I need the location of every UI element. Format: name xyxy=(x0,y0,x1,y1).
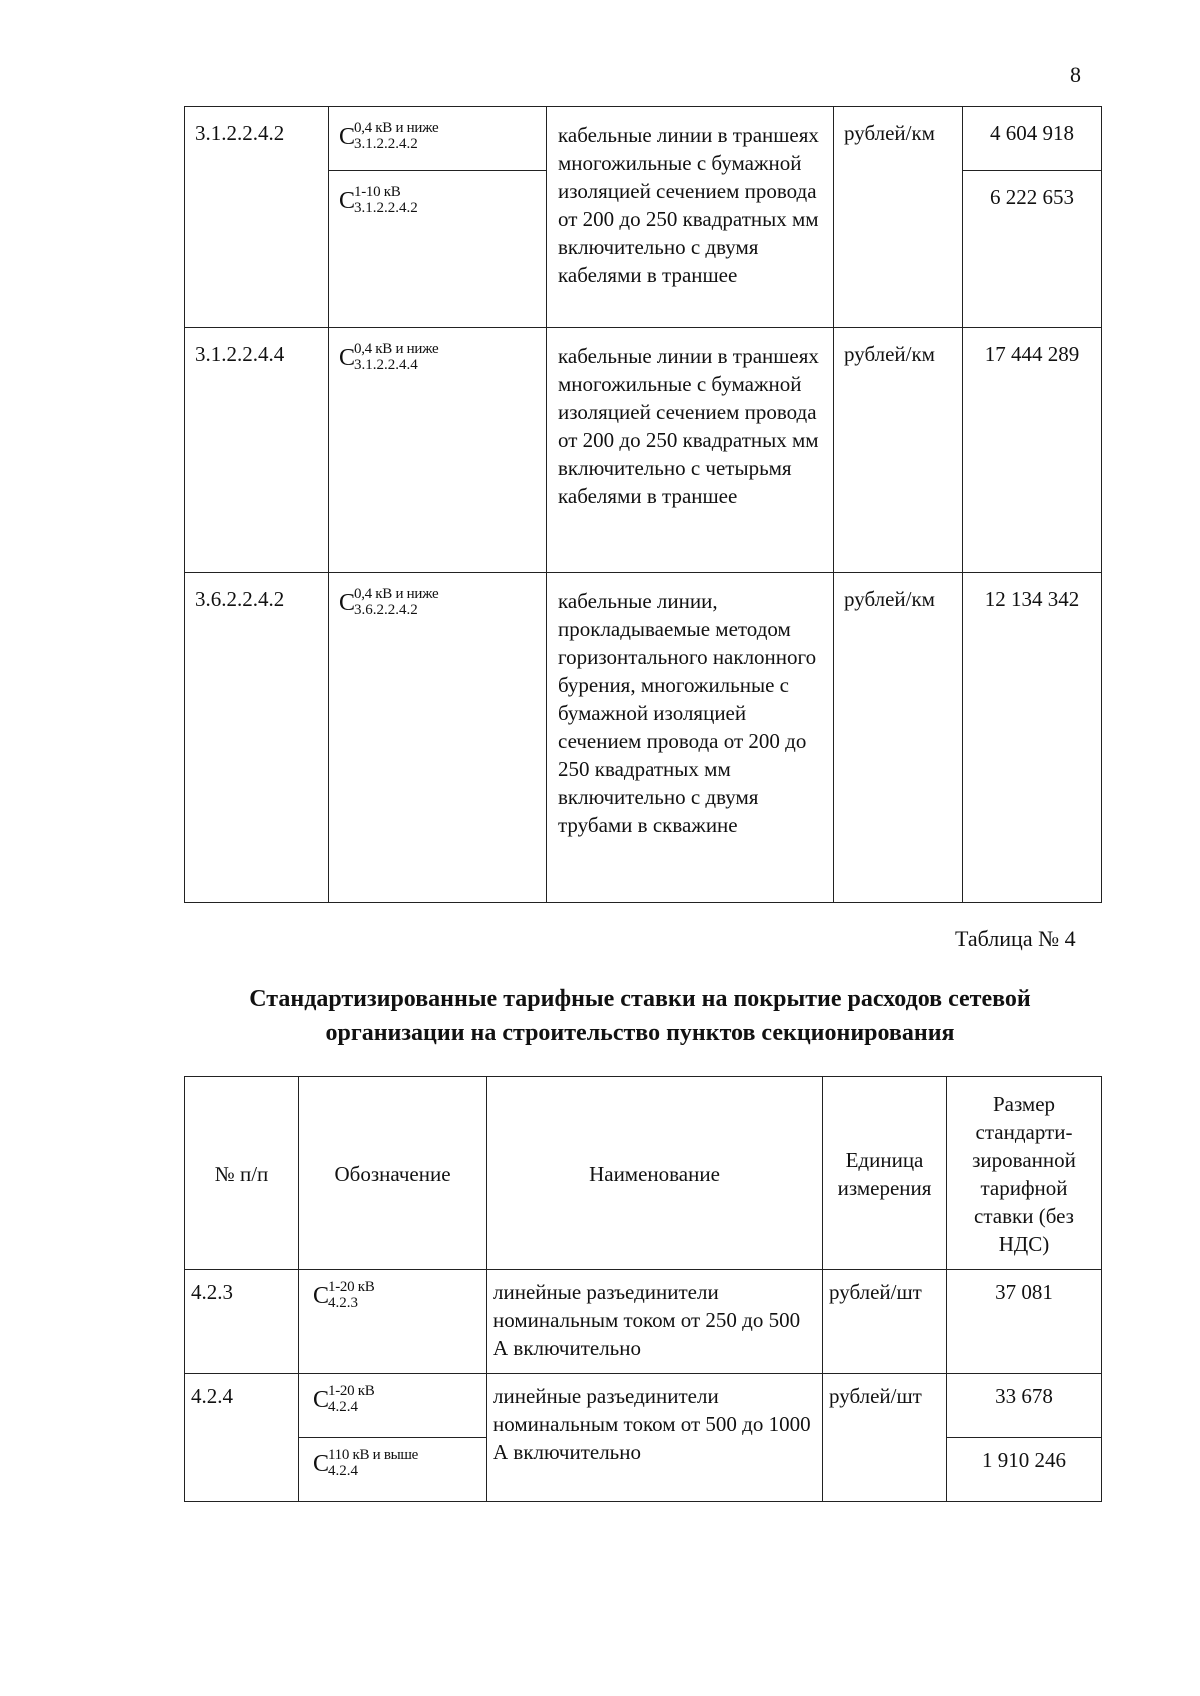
designation-cell xyxy=(329,107,547,171)
unit-cell: рублей/км xyxy=(834,107,963,328)
designation-cell xyxy=(299,1438,487,1502)
tariff-code: C 0,4 кВ и ниже 3.1.2.2.4.4 xyxy=(339,341,439,373)
header-designation: Обозначение xyxy=(299,1077,487,1270)
rate-value: 17 444 289 xyxy=(963,328,1102,573)
table-header-row xyxy=(185,1077,1102,1270)
table-row xyxy=(185,573,1102,903)
table-row xyxy=(185,1270,1102,1374)
unit-cell: рублей/км xyxy=(834,328,963,573)
rate-value: 12 134 342 xyxy=(963,573,1102,903)
unit-cell: рублей/км xyxy=(834,573,963,903)
cable-lines-table xyxy=(184,106,1102,903)
row-number: 4.2.4 xyxy=(185,1374,299,1502)
table-row xyxy=(185,1374,1102,1438)
name-cell: линейные разъединители номинальным током от 500 до 1000 А включительно xyxy=(487,1374,823,1502)
designation-cell xyxy=(329,328,547,573)
name-cell: кабельные линии, прокладываемые методом горизонтального наклонного бурения, многожильные с бумажной изоляцией сечением провода от 200 до 250 квадратных мм включительно с двумя трубами в скважине xyxy=(547,573,834,903)
rate-value: 1 910 246 xyxy=(947,1438,1102,1502)
rate-value: 33 678 xyxy=(947,1374,1102,1438)
rate-value: 37 081 xyxy=(947,1270,1102,1374)
designation-cell xyxy=(299,1270,487,1374)
header-rate: Размер стандарти-зированной тарифной ставки (без НДС) xyxy=(947,1077,1102,1270)
table-caption: Таблица № 4 xyxy=(955,926,1076,951)
row-number: 3.1.2.2.4.2 xyxy=(185,107,329,328)
rate-value: 4 604 918 xyxy=(963,107,1102,171)
title-line: Стандартизированные тарифные ставки на покрытие расходов сетевой xyxy=(249,986,1031,1012)
page-number: 8 xyxy=(1070,62,1081,87)
name-cell: кабельные линии в траншеях многожильные с бумажной изоляцией сечением провода от 200 до 250 квадратных мм включительно с двумя кабелями в траншее xyxy=(547,107,834,328)
sectioning-points-table xyxy=(184,1076,1102,1502)
designation-cell xyxy=(329,171,547,328)
table-row xyxy=(185,328,1102,573)
unit-cell: рублей/шт xyxy=(823,1374,947,1502)
name-cell: линейные разъединители номинальным током от 250 до 500 А включительно xyxy=(487,1270,823,1374)
designation-cell xyxy=(329,573,547,903)
tariff-code: C 1-20 кВ 4.2.4 xyxy=(313,1383,375,1415)
name-cell: кабельные линии в траншеях многожильные с бумажной изоляцией сечением провода от 200 до 250 квадратных мм включительно с четырьмя кабелями в траншее xyxy=(547,328,834,573)
row-number: 3.1.2.2.4.4 xyxy=(185,328,329,573)
header-name: Наименование xyxy=(487,1077,823,1270)
title-line: организации на строительство пунктов секционирования xyxy=(325,1020,955,1046)
tariff-code: C 0,4 кВ и ниже 3.1.2.2.4.2 xyxy=(339,120,439,152)
table-row xyxy=(185,107,1102,171)
unit-cell: рублей/шт xyxy=(823,1270,947,1374)
header-unit: Единица измерения xyxy=(823,1077,947,1270)
rate-value: 6 222 653 xyxy=(963,171,1102,328)
designation-cell xyxy=(299,1374,487,1438)
tariff-code: C 1-10 кВ 3.1.2.2.4.2 xyxy=(339,184,418,216)
tariff-code: C 1-20 кВ 4.2.3 xyxy=(313,1279,375,1311)
tariff-code: C 110 кВ и выше 4.2.4 xyxy=(313,1447,418,1479)
row-number: 4.2.3 xyxy=(185,1270,299,1374)
section-title xyxy=(150,982,1130,1050)
tariff-code: C 0,4 кВ и ниже 3.6.2.2.4.2 xyxy=(339,586,439,618)
row-number: 3.6.2.2.4.2 xyxy=(185,573,329,903)
header-num: № п/п xyxy=(185,1077,299,1270)
